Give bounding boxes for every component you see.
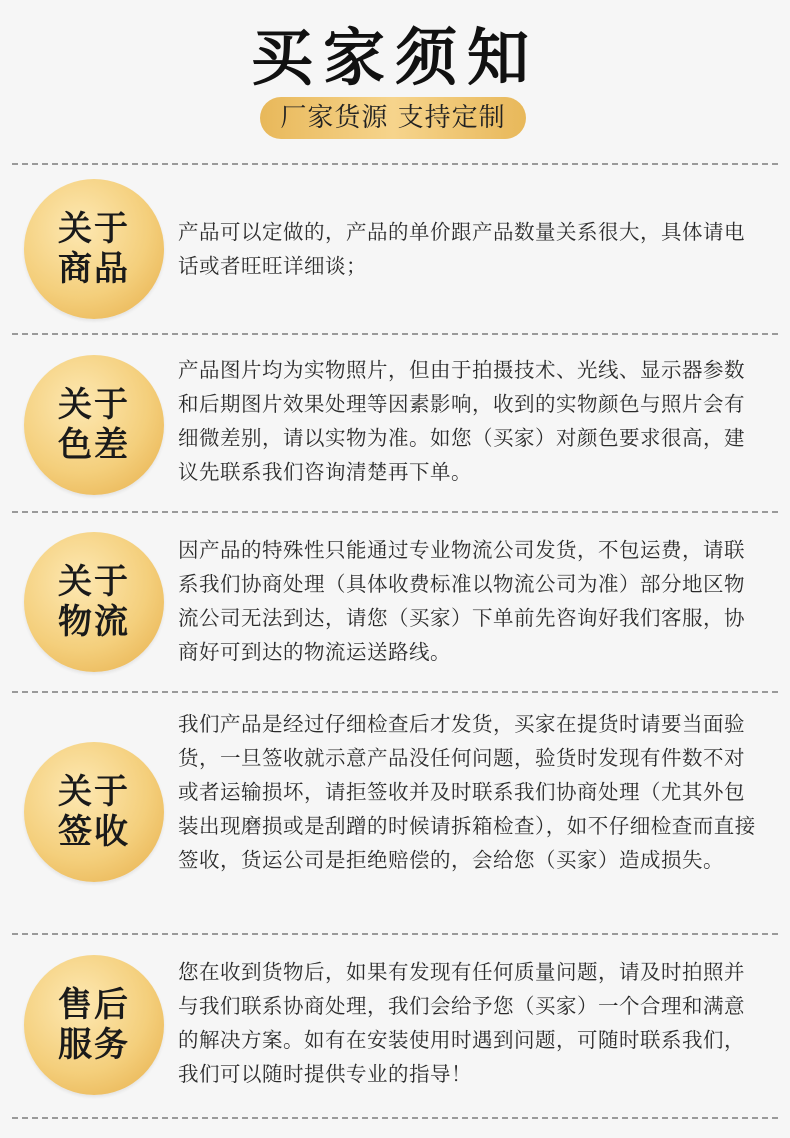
badge-after-sales (24, 955, 164, 1095)
divider (12, 1117, 778, 1119)
badge-line1: 关于 (58, 772, 130, 812)
section-color (0, 335, 790, 511)
section-text: 产品可以定做的，产品的单价跟产品数量关系很大，具体请电话或者旺旺详细谈； (178, 220, 745, 278)
section-product (0, 165, 790, 333)
section-text: 产品图片均为实物照片，但由于拍摄技术、光线、显示器参数和后期图片效果处理等因素影响，收到的实物颜色与照片会有细微差别，请以实物为准。如您（买家）对颜色要求很高，建议先联系我们咨询清楚再下单。 (178, 358, 745, 484)
badge-line1: 关于 (58, 562, 130, 602)
badge-signing (24, 742, 164, 882)
badge-line1: 关于 (58, 385, 130, 425)
badge-line2: 商品 (58, 249, 130, 289)
section-signing (0, 693, 790, 933)
badge-line1: 关于 (58, 209, 130, 249)
page-title: 买家须知 (250, 21, 539, 94)
badge-line1: 售后 (58, 985, 130, 1025)
badge-line2: 物流 (58, 602, 130, 642)
badge-line2: 签收 (58, 812, 130, 852)
badge-color (24, 355, 164, 495)
section-text: 您在收到货物后，如果有发现有任何质量问题，请及时拍照并与我们联系协商处理，我们会给予您（买家）一个合理和满意的解决方案。如有在安装使用时遇到问题，可随时联系我们，我们可以随时提供专业的指导！ (178, 960, 745, 1086)
section-text: 我们产品是经过仔细检查后才发货，买家在提货时请要当面验货，一旦签收就示意产品没任何问题，验货时发现有件数不对或者运输损坏，请拒签收并及时联系我们协商处理（尤其外包装出现磨损或是刮蹭的时候请拆箱检查），如不仔细检查而直接签收，货运公司是拒绝赔偿的，会给您（买家）造成损失。 (178, 712, 756, 872)
badge-line2: 服务 (58, 1025, 130, 1065)
section-after-sales (0, 935, 790, 1115)
badge-product (24, 179, 164, 319)
subtitle-banner: 厂家货源 支持定制 (260, 97, 526, 139)
header (0, 0, 790, 160)
badge-line2: 色差 (58, 425, 130, 465)
badge-logistics (24, 532, 164, 672)
section-text: 因产品的特殊性只能通过专业物流公司发货，不包运费，请联系我们协商处理（具体收费标准以物流公司为准）部分地区物流公司无法到达，请您（买家）下单前先咨询好我们客服，协商好可到达的物流运送路线。 (178, 538, 745, 664)
section-logistics (0, 513, 790, 691)
